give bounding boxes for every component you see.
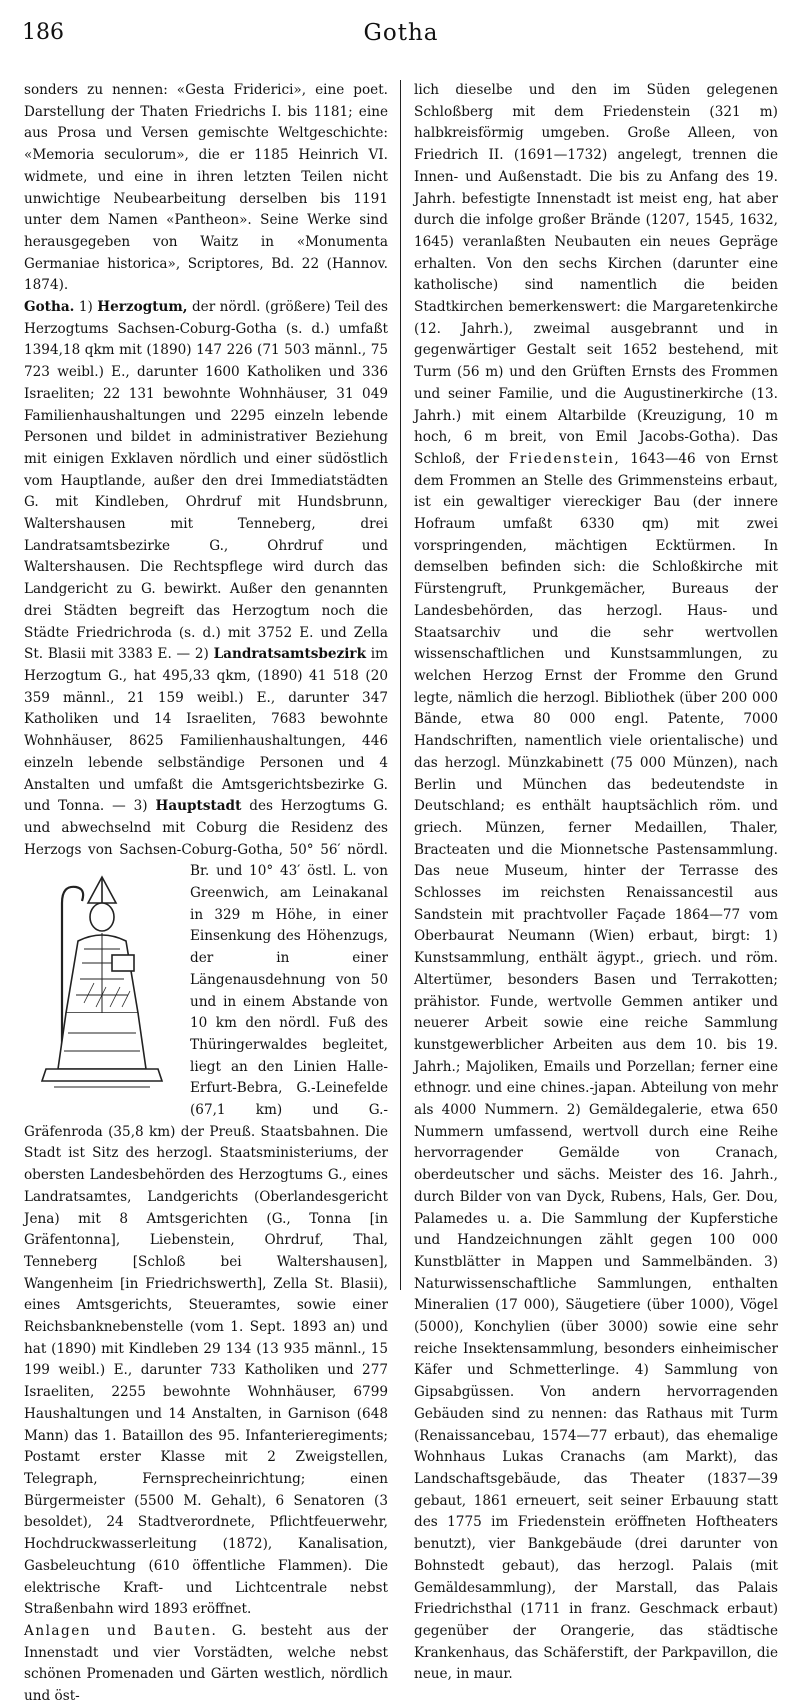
entry-headword: Gotha. [24, 299, 75, 316]
paragraph: sonders zu nennen: «Gesta Friderici», eine poet. Darstellung der Thaten Friedrichs I. bis 1181; eine aus Prosa und Versen gemischte Weltgeschichte: «Memoria seculorum», die er 1185 Heinrich VI. widmete, und eine in ihren letzten Teilen nicht unwichtige Neubearbeitung derselben bis 1191 unter dem Namen «Pantheon». Seine Werke sind herausgegeben von Waitz in «Monumenta Germaniae historica», Scriptores, Bd. 22 (Hannov. 1874). [24, 82, 388, 294]
column-divider [400, 80, 401, 1290]
subentry-hauptstadt: Hauptstadt [155, 798, 242, 815]
right-column [414, 80, 778, 1686]
emphasized-term: Friedenstein, [508, 450, 621, 467]
page-header [22, 16, 780, 52]
paragraph: lich dieselbe und den im Süden gelegenen Schloßberg mit dem Friedenstein (321 m) halbkreisförmig umgeben. Große Alleen, von Friedrich II. (1691—1732) angelegt, trennen die Innen- und Außenstadt. Die bis zu Anfang des 19. Jahrh. befestigte Innenstadt ist meist eng, hat aber durch die infolge großer Brände (1207, 1545, 1632, 1645) veranlaßten Neubauten ein neues Gepräge erhalten. Von den sechs Kirchen (darunter eine katholische) sind namentlich die beiden Stadtkirchen bemerkenswert: die Margaretenkirche (12. Jahrh.), zweimal ausgebrannt und in gegenwärtiger Gestalt seit 1652 bestehend, mit Turm (56 m) und den Grüften Ernsts des Frommen und seiner Familie, und die Augustinerkirche (13. Jahrh.) mit einem Altarbilde (Kreuzigung, 10 m hoch, 6 m breit, von Emil Jacobs-Gotha). Das Schloß, der Friedenstein, 1643—46 von Ernst dem Frommen an Stelle des Grimmensteins erbaut, ist ein gewaltiger viereckiger Bau (der innere Hofraum umfaßt 6330 qm) mit zwei vorspringenden, mächtigen Ecktürmen. In demselben befinden sich: die Schloßkirche mit Fürstengruft, Prunkgemächer, Bureaus der Landesbehörden, das herzogl. Haus- und Staatsarchiv und die sehr wertvollen wissenschaftlichen und Kunstsammlungen, zu welchen Herzog Ernst der Fromme den Grund legte, nämlich die herzogl. Bibliothek (über 200 000 Bände, etwa 80 000 engl. Patente, 7000 Handschriften, namentlich viele orientalische) und das herzogl. Münzkabinett (75 000 Münzen), nach Berlin und München das bedeutendste in Deutschland; es enthält hauptsächlich röm. und griech. Münzen, ferner Medaillen, Thaler, Bracteaten und die Mionnetsche Pastensammlung. Das neue Museum, hinter der Terrasse des Schlosses im reichsten Renaissancestil aus Sandstein mit prachtvoller Façade 1864—77 vom Oberbaurat Neumann (Wien) erbaut, birgt: 1) Kunstsammlung, enthält ägypt., griech. und röm. Altertümer, besonders Basen und Terrakotten; prähistor. Funde, wertvolle Gemmen antiker und neuerer Arbeit sowie eine reiche Sammlung kunstgewerblicher Arbeiten aus dem 10. bis 19. Jahrh.; Majoliken, Emails und Porzellan; ferner eine ethnogr. und eine chines.-japan. Abteilung von mehr als 4000 Nummern. 2) Gemäldegalerie, etwa 650 Nummern umfassend, wertvoll durch eine Reihe hervorragender Gemälde von Cranach, oberdeutscher und sächs. Meister des 16. Jahrh., durch Bilder von van Dyck, Rubens, Hals, Ger. Dou, Palamedes u. a. Die Sammlung der Kupferstiche und Handzeichnungen zählt gegen 100 000 Kunstblätter in Mappen und Sammelbänden. 3) Naturwissenschaftliche Sammlungen, enthalten Mineralien (17 000), Säugetiere (über 1000), Vögel (5000), Konchylien (über 3000) sowie eine sehr reiche Insektensammlung, besonders einheimischer Käfer und Schmetterlinge. 4) Sammlung von Gipsabgüssen. Von andern hervorragenden Gebäuden sind zu nennen: das Rathaus mit Turm (Renaissancebau, 1574—77 erbaut), das ehemalige Wohnhaus Lukas Cranachs (am Markt), das Landschaftsgebäude, das Theater (1837—39 gebaut, 1861 erneuert, seit seiner Erbauung statt des 1775 im Friedenstein eröffneten Hoftheaters benutzt), vier Bankgebäude (drei darunter von Bohnstedt gebaut), das herzogl. Palais (mit Gemäldesammlung), der Marstall, das Palais Friedrichsthal (1711 in franz. Geschmack erbaut) gegenüber der Orangerie, das städtische Krankenhaus, das Schäferstift, der Parkpavillon, die neue, in maur. [414, 82, 778, 1683]
coat-of-arms-icon [24, 863, 180, 1107]
running-title: Gotha [363, 20, 439, 46]
left-column [24, 80, 388, 1708]
paragraph: Anlagen und Bauten. G. besteht aus der Innenstadt und vier Vorstädten, welche nebst schönen Promenaden und Gärten westlich, nördlich und öst- [24, 1622, 389, 1705]
subentry-herzogtum: Herzogtum, [97, 299, 188, 316]
text-run: nördl. Br. und 10° 43′ östl. L. von Greenwich, am Leinakanal in 329 m Höhe, in einer Einsenkung des Höhenzugs, der in einer Längenausdehnung von 50 und in einem Abstande von 10 km den nördl. Fuß des Thüringerwaldes begleitet, liegt an den Linien Halle-Erfurt-Bebra, G.-Leinefelde (67,1 km) und G.-Gräfenroda (35,8 km) der Preuß. Staatsbahnen. Die Stadt ist Sitz des herzogl. Staatsministeriums, der obersten Landesbehörden des Herzogtums G., eines Landratsamtes, Landgerichts (Oberlandesgericht Jena) mit 8 Amtsgerichten (G., Tonna [in Gräfentonna], Liebenstein, Ohrdruf, Thal, Tenneberg [Schloß bei Waltershausen], Wangenheim [in Friedrichswerth], Zella St. Blasii), eines Amtsgerichts, Steueramtes, sowie einer Reichsbanknebenstelle (vom 1. Sept. 1893 an) und hat (1890) mit Kindleben 29 134 (13 935 männl., 15 199 weibl.) E., darunter 733 Katholiken und 277 Israeliten, 2255 bewohnte Wohnhäuser, 6799 Haushaltungen und 14 Anstalten, in Garnison (648 Mann) das 1. Bataillon des 95. Infanterieregiments; Postamt erster Klasse mit 2 Zweigstellen, Telegraph, Fernsprecheinrichtung; einen Bürgermeister (5500 M. Gehalt), 6 Senatoren (3 besoldet), 24 Stadtverordnete, Pflichtfeuerwehr, Hochdruckwasserleitung (1872), Kanalisation, Gasbeleuchtung (610 öffentliche Flammen). Die elektrische Kraft- und Lichtcentrale nebst Straßenbahn wird 1893 eröffnet. [24, 841, 388, 1618]
entry-gotha: Gotha. 1) Herzogtum, der nördl. (größere) Teil des Herzogtums Sachsen-Coburg-Gotha (s. d.) umfaßt 1394,18 qkm mit (1890) 147 226 (71 503 männl., 75 723 weibl.) E., darunter 1600 Katholiken und 336 Israeliten; 22 131 bewohnte Wohnhäuser, 31 049 Familienhaushaltungen und 2295 einzeln lebende Personen und bildet in administrativer Beziehung mit einigen Exklaven nördlich und einer südöstlich vom Hauptlande, außer den drei Immediatstädten G. mit Kindleben, Ohrdruf mit Hundsbrunn, Waltershausen mit Tenneberg, drei Landratsamtsbezirke G., Ohrdruf und Waltershausen. Die Rechtspflege wird durch das Landgericht zu G. bewirkt. Außer den genannten drei Städten begreift das Herzogtum noch die Städte Friedrichroda (s. d.) mit 3752 E. und Zella St. Blasii mit 3383 E. — 2) Landratsamtsbezirk im Herzogtum G., hat 495,33 qkm, (1890) 41 518 (20 359 männl., 21 159 weibl.) E., darunter 347 Katholiken und 14 Israeliten, 7683 bewohnte Wohnhäuser, 8625 Familienhaushaltungen, 446 einzeln lebende selbständige Personen und 4 Anstalten und umfaßt die Amtsgerichtsbezirke G. und Tonna. — 3) Hauptstadt des Herzogtums G. und abwechselnd mit Coburg die Residenz des Herzogs von Sachsen-Coburg-Gotha, 50° 56′ nördl. Br. und 10° 43′ östl. L. von Greenwich, am Leinakanal in 329 m Höhe, in einer Einsenkung des Höhenzugs, der in einer Längenausdehnung von 50 und in einem Abstande von 10 km den nördl. Fuß des Thüringerwaldes begleitet, liegt an den Linien Halle-Erfurt-Bebra, G.-Leinefelde (67,1 km) und G.-Gräfenroda (35,8 km) der Preuß. Staatsbahnen. Die Stadt ist Sitz des herzogl. Staatsministeriums, der obersten Landesbehörden des Herzogtums G., eines Landratsamtes, Landgerichts (Oberlandesgericht Jena) mit 8 Amtsgerichten (G., Tonna [in Gräfentonna], Liebenstein, Ohrdruf, Thal, Tenneberg [Schloß bei Waltershausen], Wangenheim [in Friedrichswerth], Zella St. Blasii), eines Amtsgerichts, Steueramtes, sowie einer Reichsbanknebenstelle (vom 1. Sept. 1893 an) und hat (1890) mit Kindleben 29 134 (13 935 männl., 15 199 weibl.) E., darunter 733 Katholiken und 277 Israeliten, 2255 bewohnte Wohnhäuser, 6799 Haushaltungen und 14 Anstalten, in Garnison (648 Mann) das 1. Bataillon des 95. Infanterieregiments; Postamt erster Klasse mit 2 Zweigstellen, Telegraph, Fernsprecheinrichtung; einen Bürgermeister (5500 M. Gehalt), 6 Senatoren (3 besoldet), 24 Stadtverordnete, Pflichtfeuerwehr, Hochdruckwasserleitung (1872), Kanalisation, Gasbeleuchtung (610 öffentliche Flammen). Die elektrische Kraft- und Lichtcentrale nebst Straßenbahn wird 1893 eröffnet. [24, 299, 389, 1618]
subentry-landratsamtsbezirk: Landratsamtsbezirk [213, 646, 366, 663]
section-heading: Anlagen und Bauten. [24, 1622, 218, 1639]
page-number: 186 [22, 20, 64, 45]
